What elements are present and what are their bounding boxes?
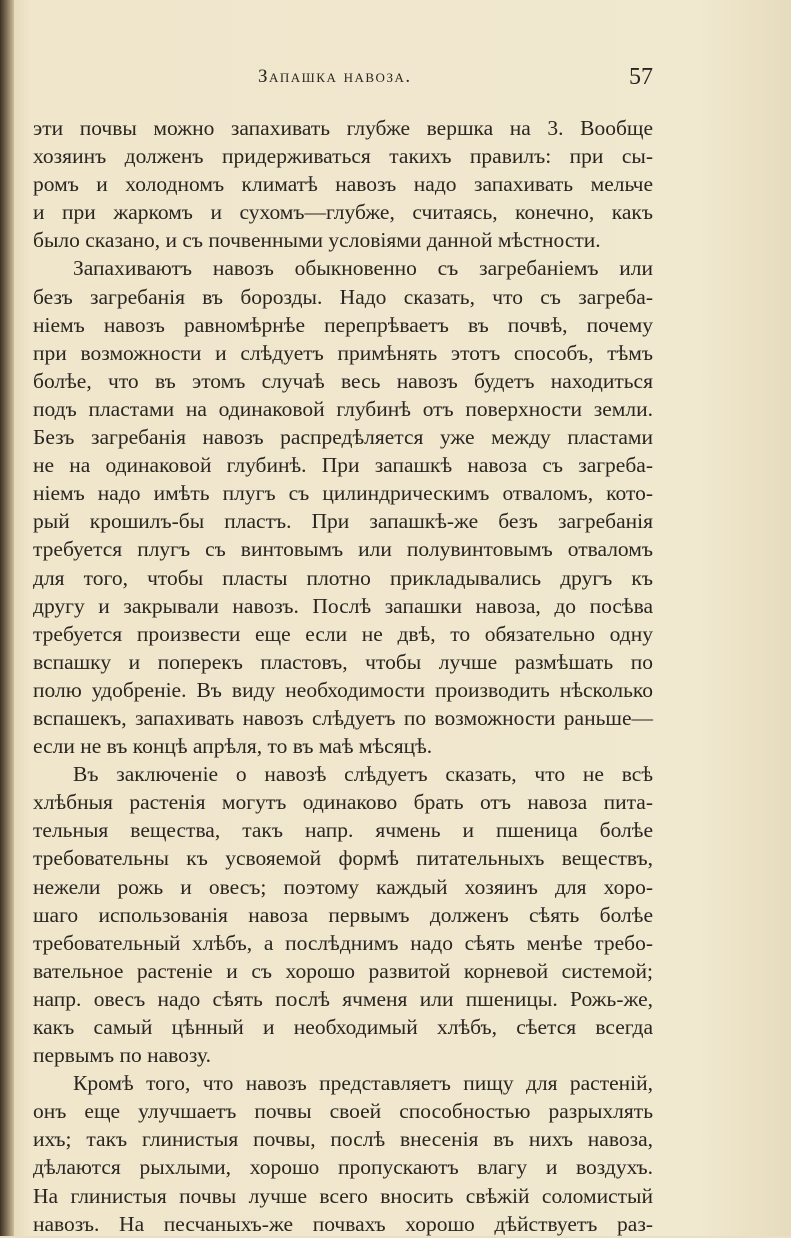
text-line: болѣе, что въ этомъ случаѣ весь навозъ будетъ находиться	[33, 368, 653, 393]
text-line: требовательный хлѣбъ, а послѣднимъ надо сѣять менѣе требо-	[33, 930, 653, 955]
page-number: 57	[629, 64, 653, 90]
text-line: хлѣбныя растенія могутъ одинаково брать отъ навоза пита-	[33, 790, 653, 815]
text-line: рый крошилъ-бы пластъ. При запашкѣ-же безъ загребанія	[33, 509, 653, 534]
text-line: На глинистыя почвы лучше всего вносить свѣжій соломистый	[33, 1183, 653, 1208]
text-line: Кромѣ того, что навозъ представляетъ пищу для растеній,	[73, 1071, 653, 1096]
body-text	[33, 114, 653, 1238]
text-line: вательное растеніе и съ хорошо развитой корневой системой;	[33, 958, 653, 983]
text-line: требуется произвести еще если не двѣ, то обязательно одну	[33, 621, 653, 646]
text-line: требовательны къ усвояемой формѣ питательныхъ веществъ,	[33, 846, 653, 871]
text-line: онъ еще улучшаетъ почвы своей способностью разрыхлять	[33, 1099, 653, 1124]
text-line: хозяинъ долженъ придерживаться такихъ правилъ: при сы-	[33, 144, 653, 169]
page-gutter-shadow	[0, 0, 14, 1236]
text-line: вспашекъ, запахивать навозъ слѣдуетъ по возможности раньше—	[33, 705, 653, 730]
text-line: ніемъ навозъ равномѣрнѣе перепрѣваетъ въ почвѣ, почему	[33, 312, 653, 337]
text-line: подъ пластами на одинаковой глубинѣ отъ поверхности земли.	[33, 396, 653, 421]
text-line: напр. овесъ надо сѣять послѣ ячменя или пшеницы. Рожь-же,	[33, 986, 653, 1011]
text-line: ихъ; такъ глинистыя почвы, послѣ внесенія въ нихъ навоза,	[33, 1127, 653, 1152]
text-line: при возможности и слѣдуетъ примѣнять этотъ способъ, тѣмъ	[33, 340, 653, 365]
text-line: нежели рожь и овесъ; поэтому каждый хозяинъ для хоро-	[33, 874, 653, 899]
text-line: Безъ загребанія навозъ распредѣляется уже между пластами	[33, 425, 653, 450]
running-header	[33, 66, 653, 96]
text-line: если не въ концѣ апрѣля, то въ маѣ мѣсяцѣ.	[33, 734, 433, 759]
text-line: требуется плугъ съ винтовымъ или полувинтовымъ отваломъ	[33, 537, 653, 562]
text-line: другу и закрывали навозъ. Послѣ запашки навоза, до посѣва	[33, 593, 653, 618]
text-line: какъ самый цѣнный и необходимый хлѣбъ, сѣется всегда	[33, 1015, 653, 1039]
text-line: навозъ. На песчаныхъ-же почвахъ хорошо дѣйствуетъ раз-	[33, 1211, 653, 1236]
text-line: не на одинаковой глубинѣ. При запашкѣ навоза съ загреба-	[33, 453, 653, 478]
text-line: ніемъ надо имѣть плугъ съ цилиндрическимъ отваломъ, кото-	[33, 481, 653, 506]
text-line: дѣлаются рыхлыми, хорошо пропускаютъ влагу и воздухъ.	[33, 1155, 653, 1180]
running-head-title: Запашка навоза.	[258, 66, 412, 87]
text-line: Въ заключеніе о навозѣ слѣдуетъ сказать, что не всѣ	[73, 762, 653, 787]
text-line: для того, чтобы пласты плотно прикладывались другъ къ	[33, 565, 653, 590]
text-line: и при жаркомъ и сухомъ—глубже, считаясь, конечно, какъ	[33, 200, 653, 225]
text-line: Запахиваютъ навозъ обыкновенно съ загребаніемъ или	[73, 256, 653, 281]
text-line: полю удобреніе. Въ виду необходимости производить нѣсколько	[33, 677, 653, 702]
text-line: безъ загребанія въ борозды. Надо сказать, что съ загреба-	[33, 284, 653, 309]
text-line: тельныя вещества, такъ напр. ячмень и пшеница болѣе	[33, 818, 653, 843]
text-line: эти почвы можно запахивать глубже вершка на 3. Вообще	[33, 116, 653, 140]
text-line: шаго использованія навоза первымъ долженъ сѣять болѣе	[33, 902, 653, 927]
text-line: первымъ по навозу.	[33, 1043, 211, 1068]
text-line: было сказано, и съ почвенными условіями данной мѣстности.	[33, 228, 601, 253]
text-line: вспашку и поперекъ пластовъ, чтобы лучше размѣшать по	[33, 649, 653, 674]
text-line: ромъ и холодномъ климатѣ навозъ надо запахивать мельче	[33, 172, 653, 197]
